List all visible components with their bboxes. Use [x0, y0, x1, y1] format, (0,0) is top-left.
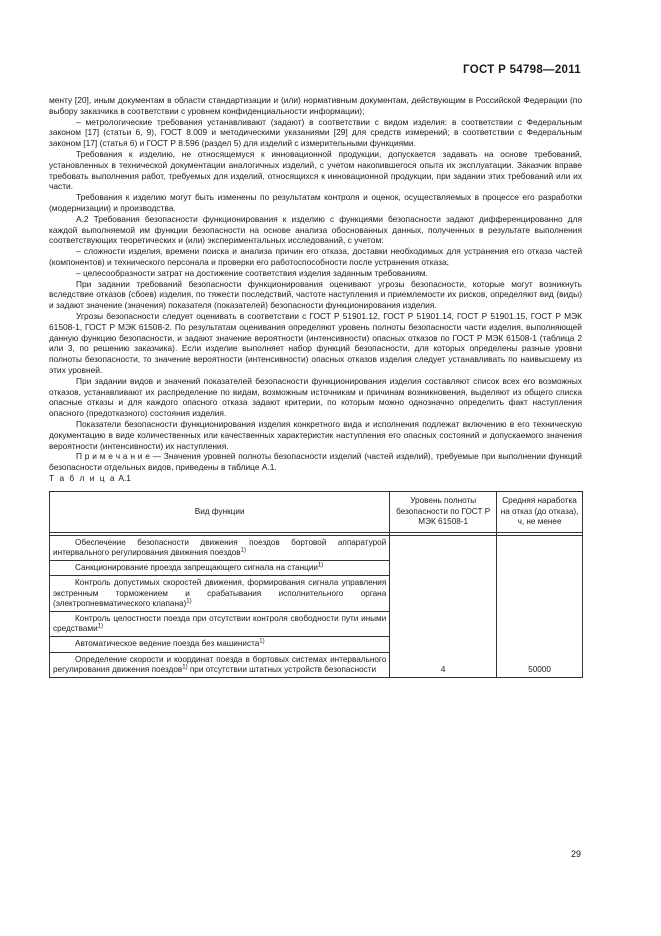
function-cell [50, 561, 390, 576]
footnote-mark: 1) [97, 623, 103, 630]
footnote-mark: 1) [317, 562, 324, 569]
header-sil: Уровень полноты безопасности по ГОСТ Р МЭК 61508-1 [390, 491, 497, 532]
paragraph-2: Требования к изделию, не относящемуся к инновационной продукции, допускается задавать на основе требований, установленных в технической документации аналогичных изделий, с учетом накопившегося опыта их эксплуатации. Заказчик вправе требовать выполнения работ, требуемых для изделий, относящихся к инновационной продукции, при задании этих требований или их части. [49, 148, 582, 192]
footnote-mark: 1) [182, 663, 188, 670]
table-caption-label: Т а б л и ц а [49, 472, 117, 483]
function-cell [50, 637, 390, 652]
table-row [50, 535, 583, 560]
paragraph-1: – метрологические требования устанавливают (задают) в соответствии с видом изделия: в соответствии с Федеральным законом [17] (статьи 6, 9), ГОСТ 8.009 и методическими указаниями [29] для средств измерений; в соответствии с Федеральным законом [17] (статья 6) и ГОСТ Р 8.596 (раздел 5) для изделий с измерительными функциями. [49, 116, 582, 149]
note-label: П р и м е ч а н и е [76, 451, 150, 462]
table-caption [49, 473, 582, 484]
footnote-mark: 1) [186, 597, 192, 604]
function-cell [50, 611, 390, 636]
paragraph-10: Показатели безопасности функционирования изделия конкретного вида и исполнения подлежат включению в его техническую документацию в виде количественных или качественных характеристик наступления его опасных состояний и допускаемого значения вероятности (интенсивности) их наступления. [49, 418, 582, 451]
footnote-mark: 1) [240, 547, 246, 554]
function-text: Контроль целостности поезда при отсутствии контроля свободности пути иными средствами [53, 613, 387, 634]
standard-header: ГОСТ Р 54798—2011 [463, 64, 581, 76]
mtbf-value-cell: 50000 [497, 535, 583, 677]
page-number: 29 [570, 849, 581, 859]
footnote-mark: 1) [259, 638, 265, 645]
function-text: Автоматическое ведение поезда без машиниста [75, 639, 260, 649]
function-text-tail: при отсутствии штатных устройств безопасности [187, 664, 377, 674]
function-text: Контроль допустимых скоростей движения, формирования сигнала управления экстренным торможением и срабатывания исполнительного органа (электропневматического клапана) [53, 578, 387, 608]
table-caption-number: А.1 [116, 472, 131, 483]
note-text: — Значения уровней полноты безопасности изделий (частей изделий), требуемые при выполнении функций безопасности отдельных видов, приведены в таблице А.1. [49, 451, 582, 473]
paragraph-3: Требования к изделию могут быть изменены по результатам контроля и оценок, осуществляемых в процессе его разработки (модернизации) и производства. [49, 192, 582, 213]
table-header-row [50, 491, 583, 532]
header-mtbf: Средняя наработка на отказ (до отказа), ч, не менее [497, 491, 583, 532]
sil-value-cell: 4 [390, 535, 497, 677]
paragraph-6: – целесообразности затрат на достижение соответствия изделия заданным требованиям. [76, 267, 428, 278]
paragraph-9: При задании видов и значений показателей безопасности функционирования изделия составляют список всех его возможных отказов, устанавливают их распределение по видам, возможным источникам и причинам возникновения, выделяют из общего списка опасные отказы и для каждого опасного отказа задают критерии, по которым можно однозначно определить факт наступления опасного (предотказного) состояния изделия. [49, 375, 582, 419]
paragraph-5: – сложности изделия, времени поиска и анализа причин его отказа, доставки необходимых для устранения его отказа частей (компонентов) и технического персонала и проверки его работоспособности после устранения отказа; [49, 246, 582, 267]
functions-table [49, 491, 583, 678]
note [49, 451, 582, 473]
function-text: Санкционирование проезда запрещающего сигнала на станции [75, 563, 318, 573]
function-text: Обеспечение безопасности движения поездов бортовой аппаратурой интервального регулирования движения поездов [53, 537, 387, 557]
paragraph-7: При задании требований безопасности функционирования оценивают угрозы безопасности, которые могут возникнуть вследствие отказов (сбоев) изделия, по тяжести последствий, частоте наступления и приемлемости их рисков, определяют вид (виды) и задают значение (значения) показателя (показателей) безопасности функционирования изделия. [49, 278, 582, 311]
function-cell [50, 576, 390, 612]
function-text: Определение скорости и координат поезда в бортовых системах интервального регулирования движения поездов [53, 654, 387, 674]
function-cell [50, 535, 390, 560]
paragraph-4: А.2 Требования безопасности функционирования к изделию с функциями безопасности задают дифференцированно для каждой выполняемой им функции безопасности на основе анализа обоснованных данных, полученных в результате выполнения соответствующих теоретических и (или) экспериментальных исследований, с учетом: [49, 213, 582, 246]
page-body [49, 95, 582, 678]
header-function-type: Вид функции [50, 491, 390, 532]
function-cell [50, 652, 390, 677]
paragraph-0: менту [20], иным документам в области стандартизации и (или) нормативным документам, действующим в Российской Федерации (по выбору заказчика в соответствии с уровнем конфиденциальности информации); [49, 95, 582, 116]
paragraph-8: Угрозы безопасности следует оценивать в соответствии с ГОСТ Р 51901.12, ГОСТ Р 51901.14, ГОСТ Р 51901.15, ГОСТ Р МЭК 61508-1, ГОСТ Р МЭК 61508-2. По результатам оценивания определяют уровень полноты безопасности части изделия, выполняющей данную функцию безопасности, и задают значение вероятности (интенсивности) опасных отказов по ГОСТ Р МЭК 61508-1 (таблица 2 или 3, по решению заказчика). Если изделие выполняет набор функций безопасности, для которых определены разные уровни полноты безопасности, то значение вероятности (интенсивности) опасных отказов изделия следует устанавливать по наивысшему из этих уровней. [49, 310, 582, 375]
